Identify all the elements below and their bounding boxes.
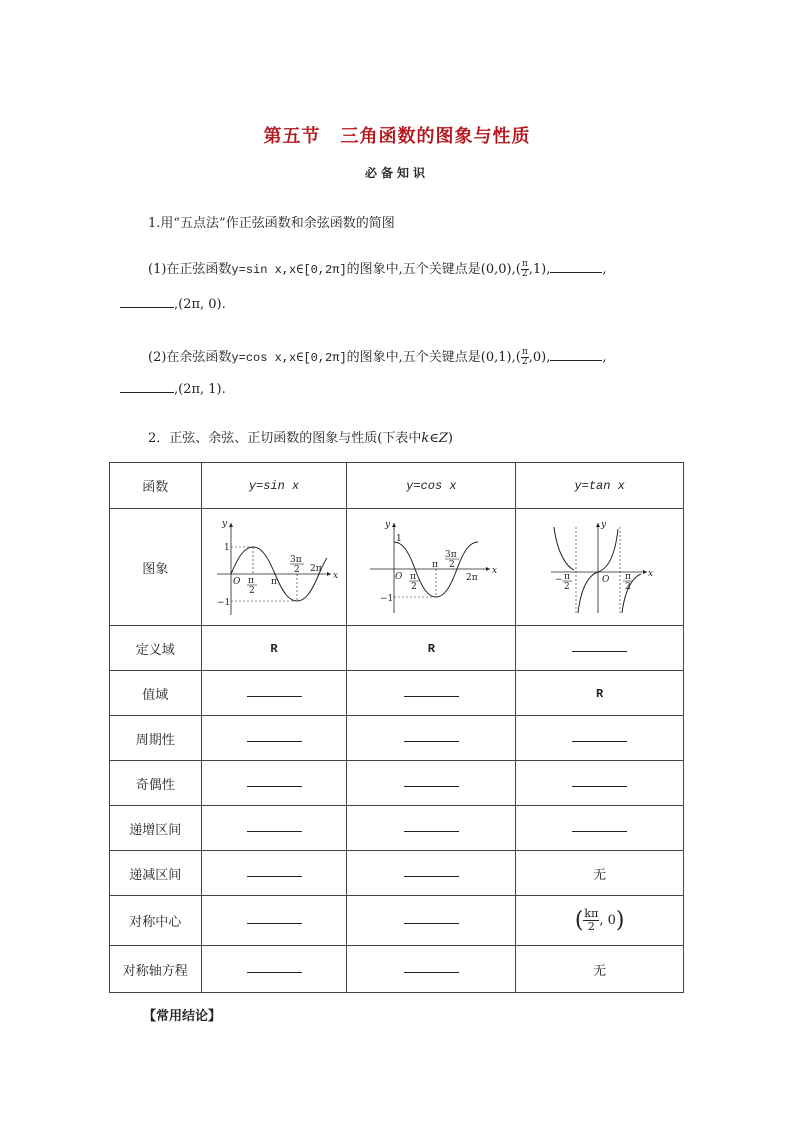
origin-label: O [233,577,241,587]
sin-key-points-line-cont: ,(2π, 0). [120,297,226,312]
cos-decreasing-cell [347,851,516,896]
tick-2pi: 2π [310,564,322,574]
table-row-parity [110,761,684,806]
table-row-domain [110,626,684,671]
tick-neg-pi-num: π [563,572,570,582]
fill-blank[interactable] [120,297,174,308]
tan-axis-cell [516,946,684,993]
answer-blank[interactable] [572,733,627,742]
properties-heading: 2．正弦、余弦、正切函数的图象与性质(下表中k∈Z) [148,431,453,446]
y-axis-label: y [385,520,391,530]
table-row-range [110,671,684,716]
y-axis-label: y [600,520,606,530]
tick-pi-den: 2 [624,582,631,592]
answer-blank[interactable] [247,733,302,742]
fill-blank[interactable] [120,382,174,393]
tan-graph-cell [516,509,684,626]
cos-center-cell [347,896,516,946]
row-label: 对称轴方程 [110,946,202,993]
tan-symmetry-center: ( $\frac{k\pi}{2}$ , 0) [574,907,625,933]
cell-value: R [427,641,435,656]
cos-period-cell [347,716,516,761]
common-conclusions-heading: 【常用结论】 [143,1009,222,1024]
cos-parity-cell [347,761,516,806]
sin-parity-cell [201,761,347,806]
sin-increasing-cell [201,806,347,851]
sin-domain-cell [201,626,347,671]
answer-blank[interactable] [247,778,302,787]
answer-blank[interactable] [247,915,302,924]
cell-value: 无 [593,867,607,883]
cos-axis-cell [347,946,516,993]
tick-one: 1 [224,543,230,553]
y-axis-label: y [222,519,228,529]
cell-value: 无 [593,963,607,979]
property-rows [110,626,684,993]
fill-blank[interactable] [550,262,602,273]
answer-blank[interactable] [404,964,459,973]
tan-period-cell [516,716,684,761]
answer-blank[interactable] [247,868,302,877]
pi-over-2-fraction: $\frac{\pi}{2}$ [521,347,528,367]
sin-key-points-line: (1)在正弦函数y=sin x,x∈[0,2π]的图象中,五个关键点是(0,0),( $\frac{\pi}{2}$ ,1), , [148,259,607,279]
table-row-decreasing [110,851,684,896]
graph-label: 图象 [110,509,202,626]
five-point-heading: 1.用“五点法”作正弦函数和余弦函数的简图 [148,216,395,231]
tick-pi-den: 2 [411,582,418,592]
tick-one: 1 [396,534,403,544]
table-row-period [110,716,684,761]
tan-graph [545,517,655,617]
trig-properties-table [109,462,684,993]
header-tan: y=tan x [516,463,684,509]
cos-graph-cell [347,509,516,626]
tan-decreasing-cell [516,851,684,896]
header-cos: y=cos x [347,463,516,509]
graph-row [110,509,684,626]
tan-range-cell [516,671,684,716]
tick-3pi-den: 2 [449,560,456,570]
tan-increasing-cell [516,806,684,851]
answer-blank[interactable] [404,823,459,832]
tick-pi-num: π [624,572,631,582]
tan-center-cell [516,896,684,946]
x-axis-label: x [492,566,498,576]
sin-period-cell [201,716,347,761]
sin-decreasing-cell [201,851,347,896]
fill-blank[interactable] [550,350,602,361]
tick-3pi-num: 3π [445,550,458,560]
tick-neg-pi-den: 2 [563,582,570,592]
cos-range-cell [347,671,516,716]
tick-2pi: 2π [466,573,479,583]
answer-blank[interactable] [572,643,627,652]
cos-key-points-line: (2)在余弦函数y=cos x,x∈[0,2π]的图象中,五个关键点是(0,1),( $\frac{\pi}{2}$ ,0), , [148,347,607,367]
section-subtitle: 必备知识 [364,166,429,180]
cell-value: R [270,641,278,656]
tick-neg-sign: − [554,575,563,585]
table-row-center [110,896,684,946]
row-label: 周期性 [110,716,202,761]
header-function: 函数 [110,463,202,509]
row-label: 值域 [110,671,202,716]
answer-blank[interactable] [572,778,627,787]
table-header-row [110,463,684,509]
header-sin: y=sin x [201,463,347,509]
tick-neg-one: −1 [380,594,394,604]
cos-increasing-cell [347,806,516,851]
pi-over-2-fraction: $\frac{\pi}{2}$ [521,259,528,279]
sin-graph-cell [201,509,347,626]
cos-domain-cell [347,626,516,671]
row-label: 定义域 [110,626,202,671]
tan-domain-cell [516,626,684,671]
x-axis-label: x [647,569,653,579]
tan-parity-cell [516,761,684,806]
row-label: 奇偶性 [110,761,202,806]
row-label: 递减区间 [110,851,202,896]
answer-blank[interactable] [247,964,302,973]
answer-blank[interactable] [247,823,302,832]
tick-pi: π [432,560,439,570]
sin-graph [209,517,339,617]
origin-label: O [601,575,610,585]
answer-blank[interactable] [404,868,459,877]
cell-value: R [596,686,604,701]
sin-center-cell [201,896,347,946]
cos-key-points-line-cont: ,(2π, 1). [120,382,226,397]
table-row-axis [110,946,684,993]
sin-axis-cell [201,946,347,993]
row-label: 递增区间 [110,806,202,851]
tick-pi-num: π [410,572,417,582]
tick-pi-num: π [248,576,254,586]
answer-blank[interactable] [404,733,459,742]
answer-blank[interactable] [404,778,459,787]
cos-graph [366,517,496,617]
tick-3pi-num: 3π [290,555,302,565]
table-row-increasing [110,806,684,851]
tick-pi-den: 2 [249,586,255,596]
page-title: 第五节 三角函数的图象与性质 [263,126,531,147]
sin-range-cell [201,671,347,716]
answer-blank[interactable] [247,688,302,697]
answer-blank[interactable] [572,823,627,832]
tick-3pi-den: 2 [294,565,300,575]
row-label: 对称中心 [110,896,202,946]
origin-label: O [395,572,403,582]
answer-blank[interactable] [404,688,459,697]
x-axis-label: x [333,571,339,581]
tick-neg-one: −1 [217,598,231,608]
answer-blank[interactable] [404,915,459,924]
tick-pi: π [271,577,277,587]
